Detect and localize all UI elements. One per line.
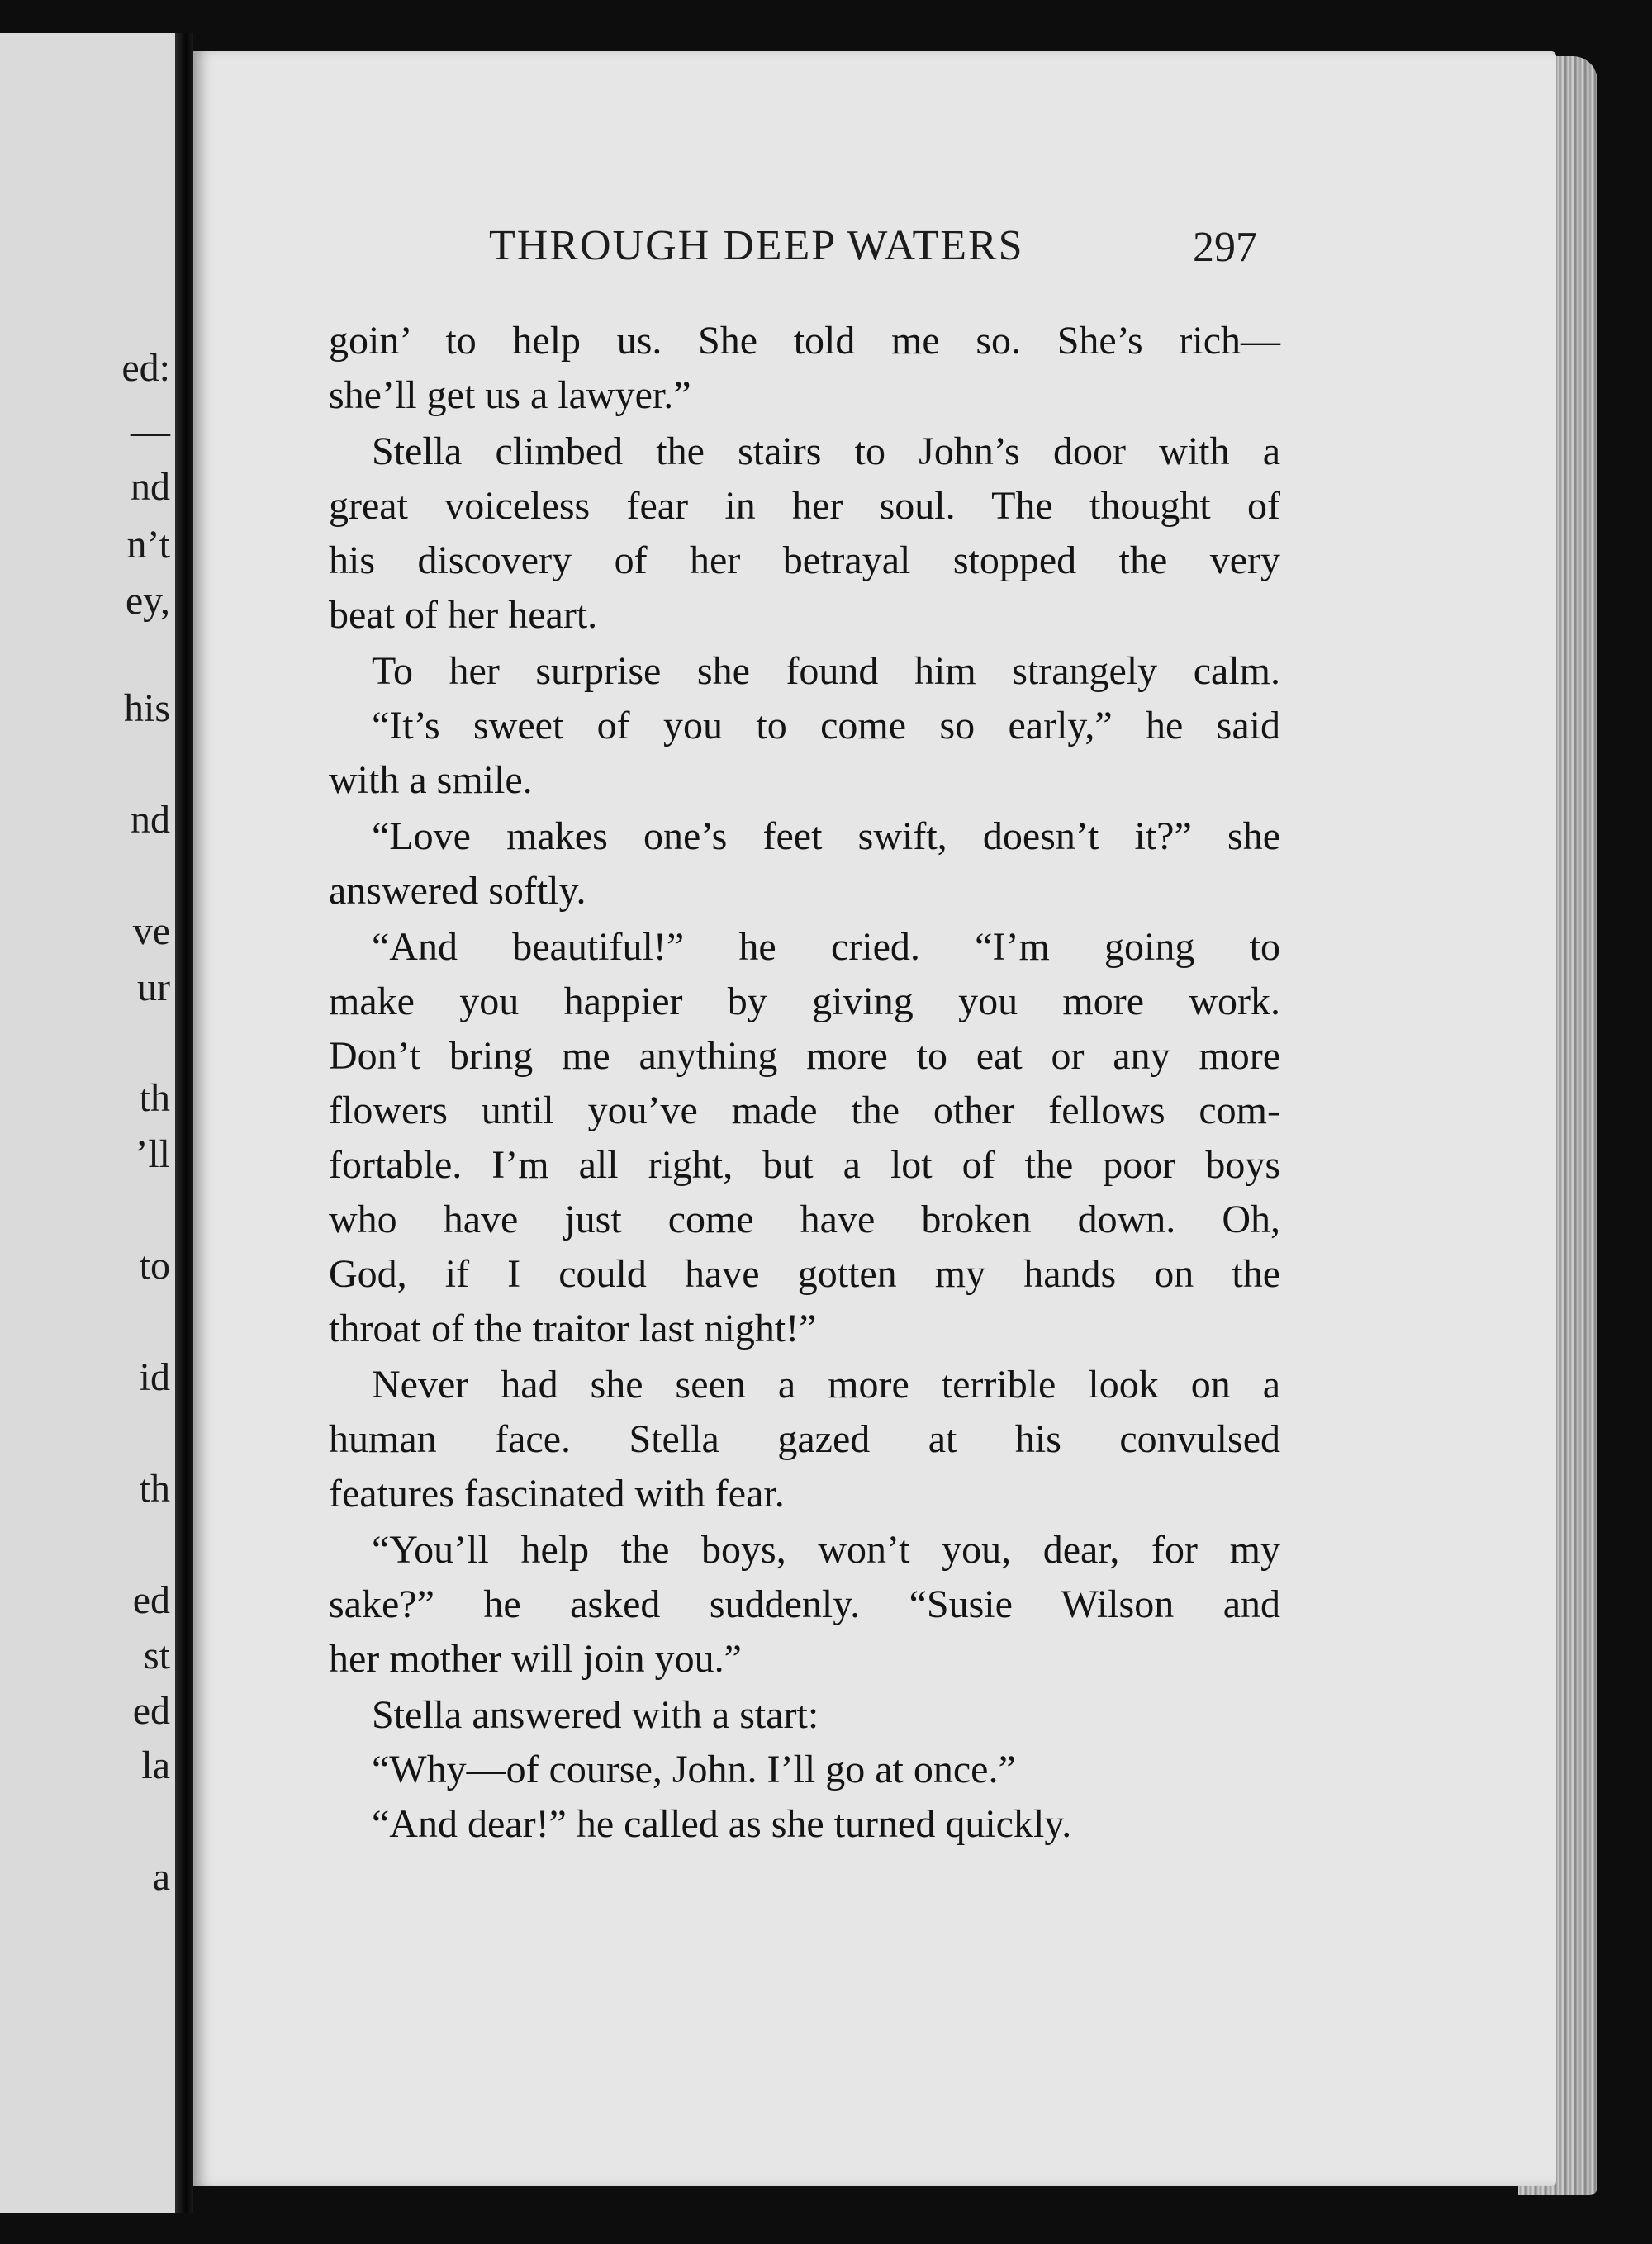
left-page-fragment: id [139,1355,170,1399]
left-page-fragment: ed [132,1578,170,1622]
left-page-fragment: ed: [121,346,170,390]
text-line: features fascinated with fear. [329,1472,785,1516]
left-page-fragment: ur [137,965,170,1009]
text-line: make you happier by giving you more work. [329,980,1280,1023]
left-page-fragment: ’ll [135,1132,170,1176]
left-page-fragment: ed [132,1689,170,1733]
text-line: his discovery of her betrayal stopped the very [329,538,1280,582]
text-line: who have just come have broken down. Oh, [329,1198,1280,1241]
text-line: flowers until you’ve made the other fellows com- [329,1089,1280,1132]
text-line: sake?” he asked suddenly. “Susie Wilson and [329,1582,1280,1626]
text-line: with a smile. [329,758,533,802]
page-number: 297 [1193,224,1257,271]
left-facing-page [0,33,185,2213]
book-gutter [175,33,193,2213]
text-line: great voiceless fear in her soul. The thought of [329,484,1280,528]
text-line: “And beautiful!” he cried. “I’m going to [372,925,1280,969]
text-line: “You’ll help the boys, won’t you, dear, for my [372,1528,1280,1572]
left-page-fragment: nd [131,798,170,842]
running-head [489,221,1257,279]
left-page-fragment: ve [132,909,170,953]
left-page-fragment: his [123,686,170,730]
text-line: Never had she seen a more terrible look on a [372,1363,1280,1407]
text-line: goin’ to help us. She told me so. She’s rich— [329,319,1280,363]
text-line: Stella answered with a start: [372,1693,819,1737]
text-line: “Love makes one’s feet swift, doesn’t it?” she [372,814,1280,858]
left-page-fragment: la [141,1743,170,1787]
left-page-fragment: th [139,1076,170,1120]
text-line: fortable. I’m all right, but a lot of the poor boys [329,1143,1280,1187]
text-line: God, if I could have gotten my hands on the [329,1252,1280,1296]
running-title: THROUGH DEEP WATERS [489,222,1024,269]
text-line: “Why—of course, John. I’ll go at once.” [372,1748,1016,1791]
text-line: Don’t bring me anything more to eat or any more [329,1034,1280,1078]
text-line: her mother will join you.” [329,1637,742,1681]
left-page-fragment: ey, [125,579,170,623]
left-page-fragment: nd [131,465,170,509]
text-line: she’ll get us a lawyer.” [329,373,691,417]
left-page-fragment: n’t [126,523,170,567]
left-page-fragment: a [152,1855,170,1899]
text-line: human face. Stella gazed at his convulsed [329,1417,1280,1461]
text-line: To her surprise she found him strangely calm. [372,649,1280,693]
left-page-fragment: — [131,410,170,453]
text-line: “It’s sweet of you to come so early,” he said [372,704,1280,747]
text-line: throat of the traitor last night!” [329,1307,817,1350]
left-page-fragment: to [139,1244,170,1288]
left-page-fragment: th [139,1467,170,1511]
left-page-fragment: st [143,1634,170,1677]
text-line: “And dear!” he called as she turned quickly. [372,1802,1072,1846]
text-line: beat of her heart. [329,593,598,637]
text-line: Stella climbed the stairs to John’s door with a [372,429,1280,473]
text-line: answered softly. [329,869,586,913]
